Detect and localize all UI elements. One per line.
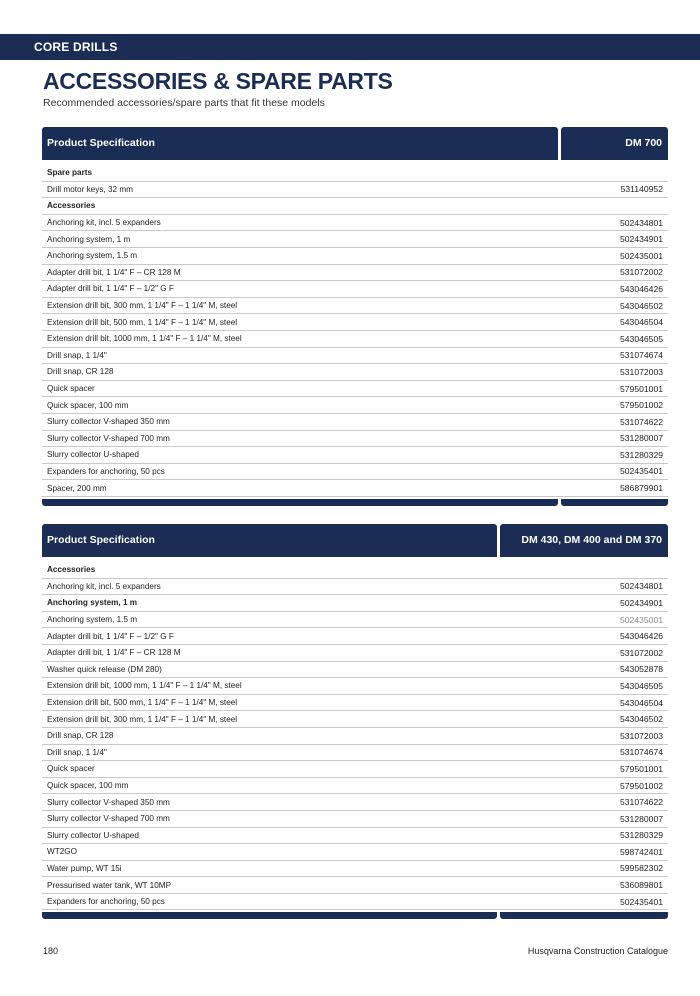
part-number: 543046426 <box>619 631 663 642</box>
part-number: 598742401 <box>619 846 663 857</box>
table-row <box>42 662 668 679</box>
table-row <box>42 248 668 265</box>
table-row <box>42 480 668 497</box>
part-description: Quick spacer, 100 mm <box>47 400 129 410</box>
table-row <box>42 778 668 795</box>
part-number: 531072003 <box>619 366 663 377</box>
table-row <box>42 811 668 828</box>
part-number: 579501002 <box>619 400 663 411</box>
part-number: 502435001 <box>619 614 663 625</box>
part-number: 502434801 <box>619 217 663 228</box>
page-number: 180 <box>43 946 59 956</box>
part-description: Accessories <box>47 565 96 575</box>
part-description: Anchoring kit, incl. 5 expanders <box>47 581 161 591</box>
part-description: Quick spacer <box>47 764 95 774</box>
table-row <box>42 215 668 232</box>
table-row <box>42 877 668 894</box>
part-description: Extension drill bit, 300 mm, 1 1/4" F – 1 1/4" M, steel <box>47 301 238 311</box>
part-description: Anchoring kit, incl. 5 expanders <box>47 218 161 228</box>
part-description: Quick spacer, 100 mm <box>47 781 129 791</box>
part-number: 579501001 <box>619 763 663 774</box>
table-row <box>42 431 668 448</box>
part-description: Expanders for anchoring, 50 pcs <box>47 897 165 907</box>
part-description: Adapter drill bit, 1 1/4" F – 1/2" G F <box>47 284 174 294</box>
spec-label-cell: Product Specification <box>42 524 497 557</box>
part-number: 531072003 <box>619 730 663 741</box>
part-description: Spare parts <box>47 168 93 178</box>
spec-table-footer-bar <box>42 499 668 506</box>
part-description: Water pump, WT 15i <box>47 863 122 873</box>
spec-table-rows <box>42 165 668 497</box>
part-description: Slurry collector V-shaped 700 mm <box>47 433 170 443</box>
part-number: 531280329 <box>619 830 663 841</box>
table-row <box>42 844 668 861</box>
part-number: 599582302 <box>619 863 663 874</box>
part-number: 543046426 <box>619 283 663 294</box>
table-row <box>42 579 668 596</box>
table-row <box>42 331 668 348</box>
part-description: Slurry collector V-shaped 350 mm <box>47 797 170 807</box>
part-description: Expanders for anchoring, 50 pcs <box>47 466 165 476</box>
table-section-row <box>42 165 668 182</box>
table-row <box>42 728 668 745</box>
part-description: Drill snap, 1 1/4" <box>47 747 107 757</box>
table-row <box>42 894 668 911</box>
spec-table-footer-bar <box>42 912 668 919</box>
table-section-row <box>42 198 668 215</box>
part-description: Slurry collector V-shaped 700 mm <box>47 814 170 824</box>
part-number: 579501001 <box>619 383 663 394</box>
table-row <box>42 414 668 431</box>
table-row <box>42 745 668 762</box>
table-row <box>42 397 668 414</box>
table-row <box>42 861 668 878</box>
part-description: Adapter drill bit, 1 1/4" F – CR 128 M <box>47 267 181 277</box>
part-number: 536089801 <box>619 880 663 891</box>
part-description: Spacer, 200 mm <box>47 483 107 493</box>
table-row <box>42 628 668 645</box>
part-number: 543046502 <box>619 300 663 311</box>
part-number: 502434901 <box>619 597 663 608</box>
part-number: 502435001 <box>619 250 663 261</box>
spec-table-dm430-400-370 <box>42 524 668 919</box>
table-row <box>42 695 668 712</box>
table-row <box>42 182 668 199</box>
part-description: Adapter drill bit, 1 1/4" F – CR 128 M <box>47 648 181 658</box>
part-number: 543046504 <box>619 697 663 708</box>
part-number: 531280007 <box>619 813 663 824</box>
part-description: Drill snap, 1 1/4" <box>47 350 107 360</box>
table-row <box>42 265 668 282</box>
section-header-band <box>0 34 700 60</box>
part-description: WT2GO <box>47 847 78 857</box>
part-number: 586879901 <box>619 483 663 494</box>
part-description: Extension drill bit, 1000 mm, 1 1/4" F – 1 1/4" M, steel <box>47 681 242 691</box>
part-number: 531074674 <box>619 350 663 361</box>
part-number: 543046504 <box>619 317 663 328</box>
table-row <box>42 595 668 612</box>
part-description: Extension drill bit, 300 mm, 1 1/4" F – 1 1/4" M, steel <box>47 714 238 724</box>
model-label-cell: DM 700 <box>561 127 668 160</box>
part-number: 502434901 <box>619 234 663 245</box>
table-row <box>42 314 668 331</box>
part-description: Drill motor keys, 32 mm <box>47 184 133 194</box>
table-row <box>42 298 668 315</box>
part-description: Drill snap, CR 128 <box>47 367 114 377</box>
part-description: Extension drill bit, 500 mm, 1 1/4" F – 1 1/4" M, steel <box>47 698 238 708</box>
part-description: Anchoring system, 1.5 m <box>47 615 138 625</box>
table-row <box>42 348 668 365</box>
table-row <box>42 761 668 778</box>
part-description: Drill snap, CR 128 <box>47 731 114 741</box>
part-description: Accessories <box>47 201 96 211</box>
part-number: 502434801 <box>619 581 663 592</box>
part-number: 543052878 <box>619 664 663 675</box>
part-description: Anchoring system, 1.5 m <box>47 251 138 261</box>
spec-table-header <box>42 127 668 160</box>
part-number: 502435401 <box>619 466 663 477</box>
part-number: 531074622 <box>619 416 663 427</box>
part-number: 531140952 <box>620 184 663 195</box>
table-row <box>42 678 668 695</box>
table-row <box>42 281 668 298</box>
part-number: 531072002 <box>619 647 663 658</box>
table-row <box>42 794 668 811</box>
spec-label-cell: Product Specification <box>42 127 558 160</box>
table-row <box>42 364 668 381</box>
part-description: Slurry collector U-shaped <box>47 450 139 460</box>
part-number: 502435401 <box>619 896 663 907</box>
section-label: CORE DRILLS <box>34 40 118 54</box>
catalogue-name: Husqvarna Construction Catalogue <box>527 946 668 956</box>
part-number: 531074674 <box>619 747 663 758</box>
part-description: Extension drill bit, 500 mm, 1 1/4" F – 1 1/4" M, steel <box>47 317 238 327</box>
table-row <box>42 231 668 248</box>
part-number: 531074622 <box>619 797 663 808</box>
table-section-row <box>42 562 668 579</box>
page-subtitle: Recommended accessories/spare parts that fit these models <box>43 97 325 109</box>
part-number: 543046505 <box>619 680 663 691</box>
table-row <box>42 711 668 728</box>
part-description: Extension drill bit, 1000 mm, 1 1/4" F – 1 1/4" M, steel <box>47 334 242 344</box>
part-description: Washer quick release (DM 280) <box>47 664 162 674</box>
spec-table-rows <box>42 562 668 910</box>
part-description: Pressurised water tank, WT 10MP <box>47 880 172 890</box>
spec-table-header <box>42 524 668 557</box>
table-row <box>42 612 668 629</box>
spec-table-dm700 <box>42 127 668 506</box>
part-description: Adapter drill bit, 1 1/4" F – 1/2" G F <box>47 631 174 641</box>
part-number: 531280329 <box>619 449 663 460</box>
part-number: 579501002 <box>619 780 663 791</box>
part-number: 543046502 <box>619 714 663 725</box>
table-row <box>42 828 668 845</box>
table-row <box>42 381 668 398</box>
part-description: Slurry collector V-shaped 350 mm <box>47 417 170 427</box>
part-description: Anchoring system, 1 m <box>47 598 138 608</box>
part-description: Quick spacer <box>47 384 95 394</box>
table-row <box>42 464 668 481</box>
model-label-cell: DM 430, DM 400 and DM 370 <box>500 524 668 557</box>
table-row <box>42 645 668 662</box>
part-description: Anchoring system, 1 m <box>47 234 131 244</box>
part-number: 531280007 <box>619 433 663 444</box>
part-description: Slurry collector U-shaped <box>47 830 139 840</box>
part-number: 543046505 <box>619 333 663 344</box>
table-row <box>42 447 668 464</box>
part-number: 531072002 <box>619 267 663 278</box>
page-title: ACCESSORIES & SPARE PARTS <box>43 68 393 94</box>
